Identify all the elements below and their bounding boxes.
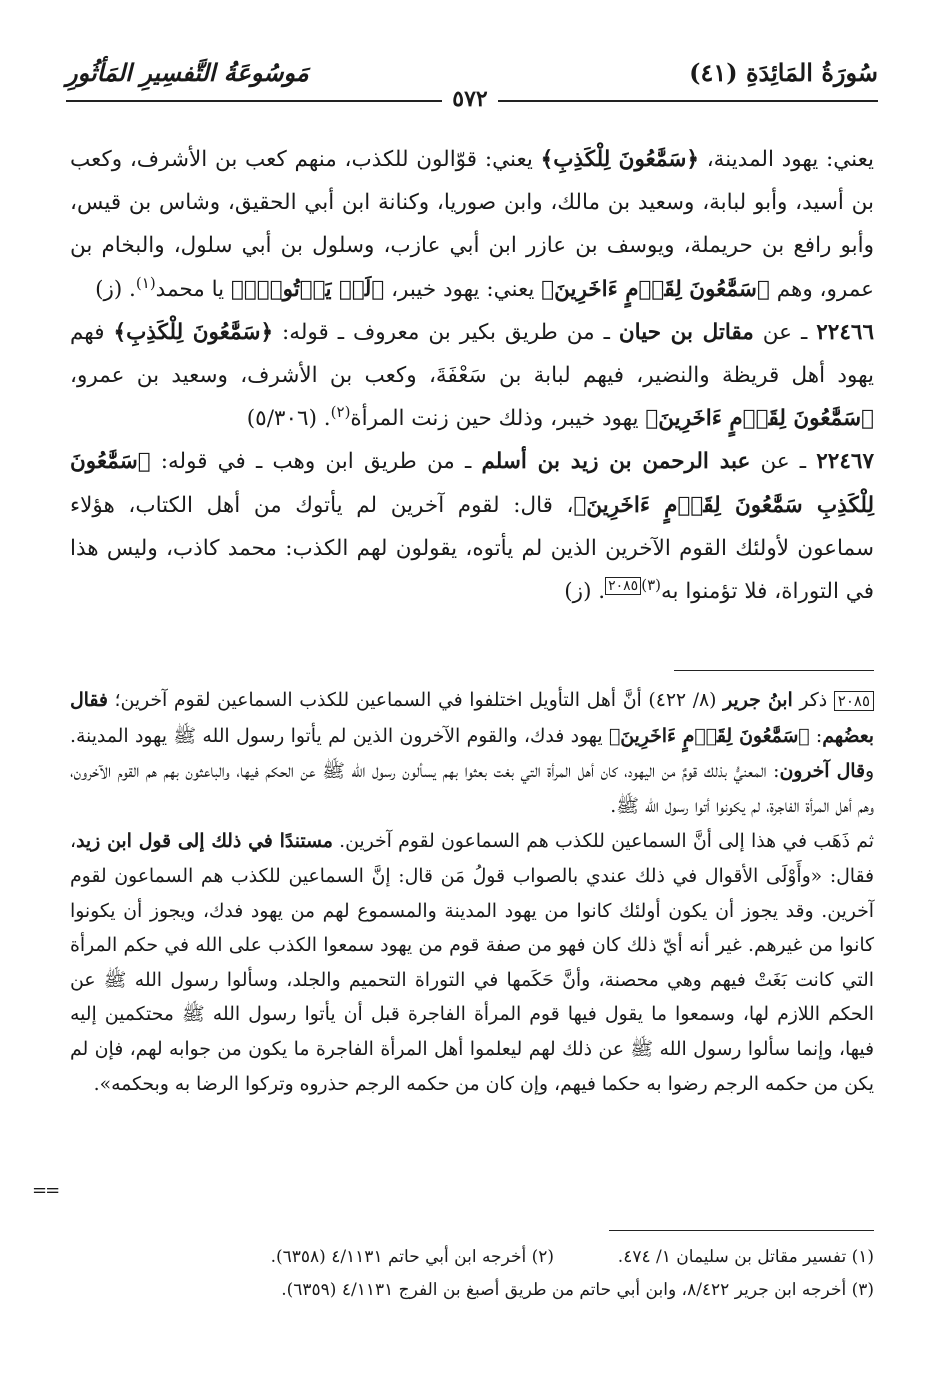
bold-phrase: مستندًا في ذلك إلى قول ابن زيد — [76, 830, 333, 853]
text-span: يعني: يهود خيبر، — [384, 276, 542, 302]
scholar-name: ابنُ جرير — [723, 689, 793, 711]
bold-phrase: قال آخرون — [779, 760, 865, 783]
narrator-name: عبد الرحمن بن زيد بن أسلم — [481, 449, 751, 475]
bold-phrase: فقال بعضُهم — [70, 689, 874, 747]
commentary-separator — [674, 670, 874, 671]
quran-verse: ﴿لَمۡ يَأۡتُوكَۖ﴾ — [231, 276, 385, 302]
text-span: يهود فدك، والقوم الآخرون الذين لم يأتوا رسول الله ﷺ يهود المدينة. و — [70, 725, 875, 783]
text-span: فهم يهود أهل قريظة والنضير، فيهم لبابة بن سَعْفَةَ، وكعب بن الأشرف، وسعيد بن عمرو، — [70, 319, 874, 389]
text-span: ـ من طريق بكير بن معروف ـ قوله: — [273, 319, 619, 345]
footnote-ref[interactable]: (٣) — [641, 575, 661, 594]
commentary-paragraph-1 — [70, 683, 874, 824]
main-text — [70, 138, 874, 613]
text-span: ـ عن — [750, 449, 817, 475]
text-span: ـ عن — [753, 319, 817, 345]
text-span: يا محمد — [155, 276, 231, 302]
paragraph-3 — [70, 440, 874, 613]
footnote-rule — [609, 1230, 874, 1231]
text-span: ذكر — [792, 690, 834, 711]
page-number — [0, 86, 940, 112]
text-span: : — [809, 725, 823, 747]
quran-verse: ﴿سَمَّٰعُونَ لِقَوۡمٍ ءَاخَرِينَ﴾ — [645, 406, 874, 432]
narration-number: ٢٢٤٦٧ — [816, 449, 874, 475]
text-span: . (٥/٣٠٦) — [246, 406, 331, 432]
text-span: ثم ذَهَب في هذا إلى أنَّ السماعين للكذب هم السماعون لقوم آخرين. — [332, 831, 874, 853]
text-span: ، قال: لقوم آخرين لم يأتوك من أهل الكتاب، هؤلاء سماعون لأولئك القوم الآخرين الذين لم يأتوه، يقولون لهم الكذب: محمد كاذب، وليس هذا في التوراة، فلا تؤمنوا به — [70, 492, 874, 605]
paragraph-2 — [70, 311, 874, 441]
footnote-row — [70, 1242, 874, 1272]
quran-verse: ﴿سَمَّٰعُونَ لِلْكَذِبِ﴾ — [540, 147, 699, 172]
commentary-ref-box[interactable]: ٢٠٨٥ — [605, 577, 641, 595]
paragraph-1 — [70, 138, 874, 311]
book-title-header: مَوسُوعَةُ التَّفسِيرِ المَأثُورِ — [66, 58, 309, 87]
narration-number: ٢٢٤٦٦ — [816, 319, 874, 345]
text-span: ، فقال: «وأَوْلَى الأقوال في ذلك عندي بالصواب قولُ مَن قال: إنَّ السماعين للكذب هم السماعون لقوم آخرين. وقد يجوز أن يكون أولئك كانوا من يهود المدينة والمسموع لهم من يهود فدك، ويجوز أن يكونوا كانوا من غيرهم. غير أنه أيّ ذلك كان فهو من صفة قوم من يهود سمعوا الكذب على الله في حكم المرأة التي كانت بَغَتْ فيهم وهي محصنة، وأنَّ حَكَمها في التوراة التحميم والجلد، وسألوا رسول الله ﷺ عن الحكم اللازم لها، وسمعوا ما يقول فيها قوم المرأة الفاجرة قبل أن يأتوا رسول الله ﷺ محتكمين إليه فيها، وإنما سألوا رسول الله ﷺ عن ذلك لهم ليعلموا أهل المرأة الفاجرة ما يكون من جوابه لهم، فإن لم يكن من حكمه الرجم رضوا به حكما فيهم، وإن كان من حكمه الرجم حذروه وتركوا الرضا به وبحكمه». — [70, 831, 874, 1095]
footnote-ref[interactable]: (١) — [135, 273, 156, 292]
quran-verse: ﴿سَمَّٰعُونَ لِقَوۡمٍ ءَاخَرِينَ﴾ — [608, 724, 810, 747]
commentary — [70, 670, 874, 1102]
commentary-paragraph-2 — [70, 824, 874, 1102]
text-span: يعني: قوّالون للكذب، منهم كعب بن الأشرف، وكعب بن أسيد، وأبو لبابة، وسعيد بن مالك، وابن صوريا، وكنانة ابن أبي الحقيق، وشاس بن قيس، وأبو رافع بن حريملة، ويوسف بن عازر ابن أبي عازب، وسلول بن أبي سلول، والبخام بن عمرو، وهم — [70, 147, 874, 302]
narrator-name: مقاتل بن حيان — [618, 319, 754, 345]
commentary-number-box: ٢٠٨٥ — [834, 691, 874, 711]
quran-verse: ﴿سَمَّٰعُونَ لِلْكَذِبِ﴾ — [113, 319, 274, 345]
text-span: . (ز) — [564, 579, 606, 605]
footnote-3: (٣) أخرجه ابن جرير ٨/٤٢٢، وابن أبي حاتم من طريق أصبغ بن الفرج ٤/١١٣١ (٦٣٥٩). — [281, 1280, 874, 1300]
surah-header: سُورَةُ المَائِدَةِ (٤١) — [689, 58, 878, 87]
quran-verse: ﴿سَمَّٰعُونَ لِقَوۡمٍ ءَاخَرِينَ﴾ — [541, 276, 770, 302]
footnote-2: (٢) أخرجه ابن أبي حاتم ٤/١١٣١ (٦٣٥٨). — [270, 1247, 554, 1267]
text-span: يهود خيبر، وذلك حين زنت المرأة — [350, 406, 646, 432]
footnote-1: (١) تفسير مقاتل بن سليمان ١/ ٤٧٤. — [617, 1247, 874, 1267]
text-span: . (ز) — [95, 276, 136, 302]
quran-verse: ﴿سَمَّٰعُونَ لِلْكَذِبِ سَمَّٰعُونَ لِقَوۡمٍ ءَاخَرِينَ﴾ — [70, 449, 874, 518]
text-span: (٨/ ٤٢٢) أنَّ أهل التأويل اختلفوا في السماعين للكذب السماعين لقوم آخرين؛ — [107, 690, 724, 711]
text-span: ـ من طريق ابن وهب ـ في قوله: — [150, 449, 482, 475]
text-span: يعني: يهود المدينة، — [698, 147, 875, 172]
text-span: : المعنيُّ بذلك قومٌ من اليهود، كان أهل المرأة التي بغت بعثوا بهم يسألون رسول الله ﷺ عن الحكم فيها، والباعثون بهم هم القوم الآخرون، وهم أهل المرأة الفاجرة، لم يكونوا أتوا رسول الله ﷺ. — [70, 761, 874, 817]
page-number-text: ٥٧٢ — [442, 86, 497, 112]
footnote-ref[interactable]: (٢) — [330, 403, 351, 422]
continuation-mark: == — [32, 1180, 59, 1201]
